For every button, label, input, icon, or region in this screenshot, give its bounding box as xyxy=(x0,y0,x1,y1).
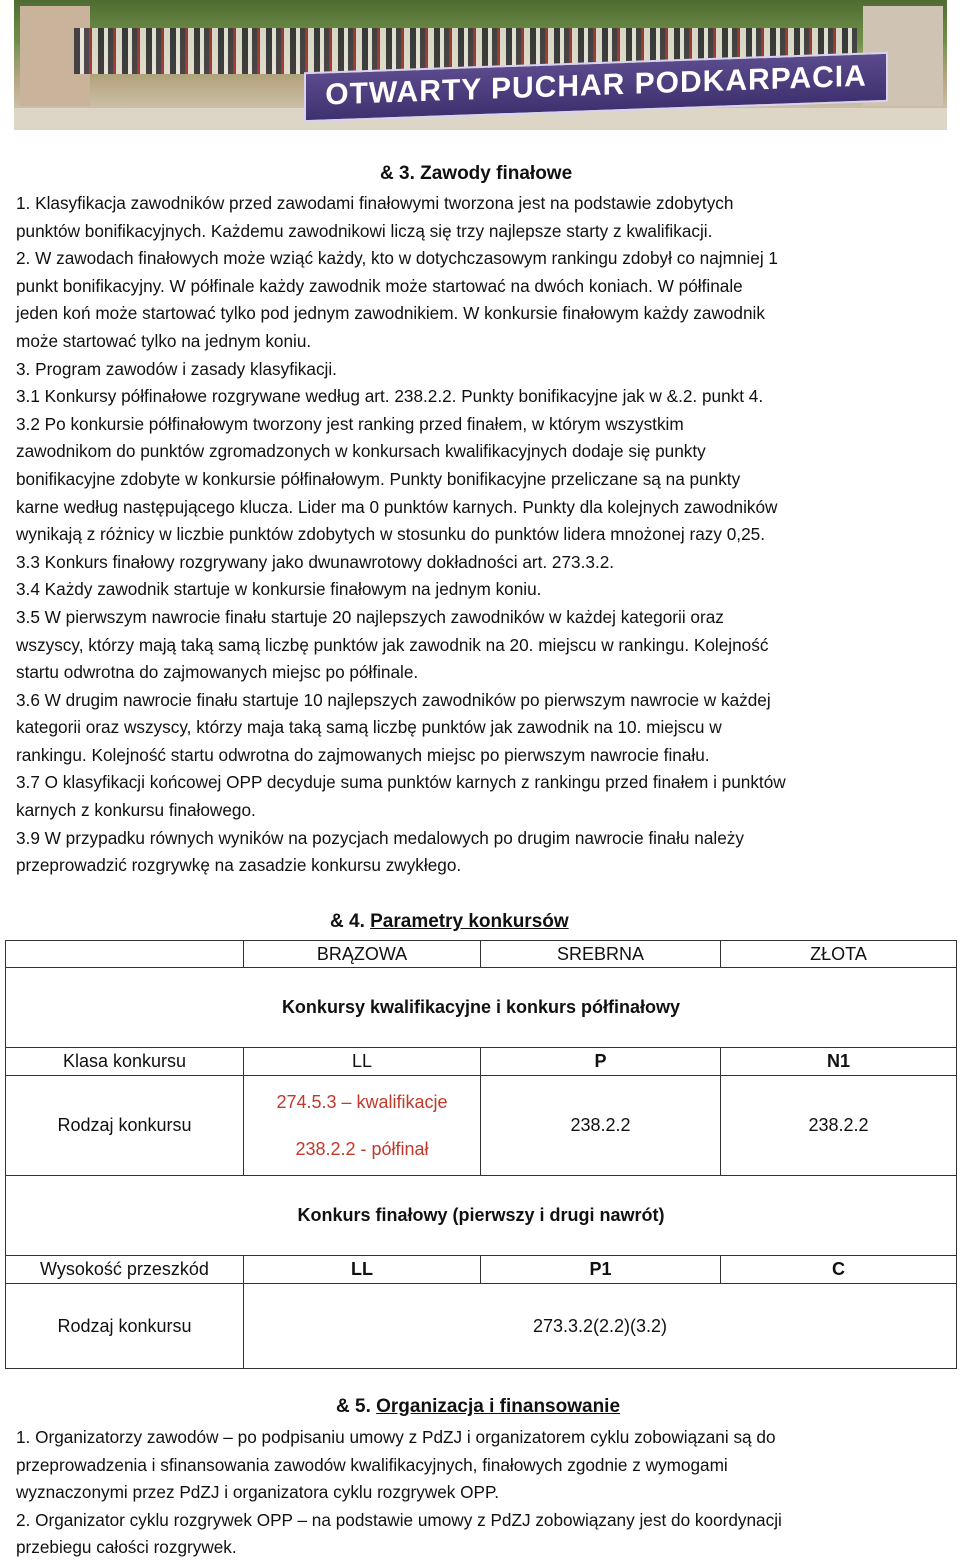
paragraph-line: 3.1 Konkursy półfinałowe rozgrywane według art. 238.2.2. Punkty bonifikacyjne jak w &.2. punkt 4. xyxy=(16,386,764,407)
cell-class-bronze: LL xyxy=(244,1048,481,1076)
cell-height-bronze: LL xyxy=(244,1256,481,1284)
paragraph-line: jeden koń może startować tylko pod jednym zawodnikiem. W konkursie finałowym każdy zawodnik xyxy=(16,303,765,324)
banner-sign-text: OTWARTY PUCHAR PODKARPACIA xyxy=(325,59,867,112)
paragraph-line: wszyscy, którzy mają taką samą liczbę punktów jak zawodnik na 20. miejscu w rankingu. Kolejność xyxy=(16,634,769,655)
paragraph-line: przeprowadzić rozgrywkę na zasadzie konkursu zwykłego. xyxy=(16,855,462,876)
section-4-title xyxy=(330,911,569,933)
row-label-type: Rodzaj konkursu xyxy=(6,1076,244,1176)
paragraph-line: rankingu. Kolejność startu odwrotna do zajmowanych miejsc po pierwszym nawrocie finału. xyxy=(16,744,710,765)
section-3-title: & 3. Zawody finałowe xyxy=(380,163,573,184)
paragraph-line: zawodnikom do punktów zgromadzonych w konkursach kwalifikacyjnych dodaje się punkty xyxy=(16,441,706,462)
paragraph-line: punkt bonifikacyjny. W półfinale każdy zawodnik może startować na dwóch koniach. W półfinale xyxy=(16,275,743,296)
section-5-title xyxy=(336,1396,620,1418)
section-5-body xyxy=(16,1424,946,1562)
header-bronze: BRĄZOWA xyxy=(244,941,481,968)
paragraph-line: karne według następującego klucza. Lider ma 0 punktów karnych. Punkty dla kolejnych zawodników xyxy=(16,496,778,517)
table-row xyxy=(6,1284,957,1369)
row-label-height: Wysokość przeszkód xyxy=(6,1256,244,1284)
paragraph-line: 3.2 Po konkursie półfinałowym tworzony jest ranking przed finałem, w którym wszystkim xyxy=(16,413,684,434)
paragraph-line: może startować tylko na jednym koniu. xyxy=(16,330,312,351)
section-4-title-main: Parametry konkursów xyxy=(370,911,569,932)
table-row xyxy=(6,1048,957,1076)
paragraph-line: 3.6 W drugim nawrocie finału startuje 10 najlepszych zawodników po pierwszym nawrocie w każdej xyxy=(16,689,771,710)
paragraph-line: 3.7 O klasyfikacji końcowej OPP decyduje suma punktów karnych z rankingu przed finałem i punktów xyxy=(16,772,786,793)
header-gold: ZŁOTA xyxy=(721,941,957,968)
cell-final-type: 273.3.2(2.2)(3.2) xyxy=(244,1284,957,1369)
table-group-row xyxy=(6,1176,957,1256)
table-row xyxy=(6,1076,957,1176)
paragraph-line: kategorii oraz wszyscy, którzy maja taką samą liczbę punktów jak zawodnik na 10. miejscu w xyxy=(16,717,722,738)
row-label-final-type: Rodzaj konkursu xyxy=(6,1284,244,1369)
cell-class-gold: N1 xyxy=(721,1048,957,1076)
header-silver: SREBRNA xyxy=(481,941,721,968)
section-4-title-prefix: & 4. xyxy=(330,911,371,932)
group-final-heading: Konkurs finałowy (pierwszy i drugi nawrót) xyxy=(6,1176,957,1256)
paragraph-line: 3.9 W przypadku równych wyników na pozycjach medalowych po drugim nawrocie finału należy xyxy=(16,827,744,848)
paragraph-line: 3.3 Konkurs finałowy rozgrywany jako dwunawrotowy dokładności art. 273.3.2. xyxy=(16,551,615,572)
paragraph-line: wynikają z różnicy w liczbie punktów zdobytych w stosunku do punktów lidera mnożonej razy 0,25. xyxy=(16,524,765,545)
table-row xyxy=(6,1256,957,1284)
paragraph-line: punktów bonifikacyjnych. Każdemu zawodnikowi liczą się trzy najlepsze starty z kwalifikacji. xyxy=(16,220,713,241)
paragraph-line: karnych z konkursu finałowego. xyxy=(16,800,256,821)
section-5-title-main: Organizacja i finansowanie xyxy=(376,1396,621,1417)
paragraph-line: przebiegu całości rozgrywek. xyxy=(16,1537,237,1558)
paragraph-line: 3.5 W pierwszym nawrocie finału startuje 20 najlepszych zawodników w każdej kategorii oraz xyxy=(16,606,724,627)
paragraph-line: startu odwrotna do zajmowanych miejsc po półfinale. xyxy=(16,662,419,683)
paragraph-line: 3. Program zawodów i zasady klasyfikacji. xyxy=(16,358,337,379)
table-group-row xyxy=(6,968,957,1048)
cell-type-bronze xyxy=(244,1076,481,1176)
parameters-table xyxy=(5,940,957,1369)
cell-height-gold: C xyxy=(721,1256,957,1284)
paragraph-line: przeprowadzenia i sfinansowania zawodów kwalifikacyjnych, finałowych zgodnie z wymogami xyxy=(16,1454,728,1475)
paragraph-line: 2. Organizator cyklu rozgrywek OPP – na podstawie umowy z PdZJ zobowiązany jest do koordynacji xyxy=(16,1509,782,1530)
paragraph-line: bonifikacyjne zdobyte w konkursie półfinałowym. Punkty bonifikacyjne przeliczane są na punkty xyxy=(16,468,741,489)
group-qualifying-heading: Konkursy kwalifikacyjne i konkurs półfinałowy xyxy=(6,968,957,1048)
type-bronze-line-2: 238.2.2 - półfinał xyxy=(295,1138,429,1159)
paragraph-line: wyznaczonymi przez PdZJ i organizatora cyklu rozgrywek OPP. xyxy=(16,1482,500,1503)
paragraph-line: 1. Organizatorzy zawodów – po podpisaniu umowy z PdZJ i organizatorem cyklu zobowiązani są do xyxy=(16,1427,776,1447)
cell-height-silver: P1 xyxy=(481,1256,721,1284)
paragraph-line: 3.4 Każdy zawodnik startuje w konkursie finałowym na jednym koniu. xyxy=(16,579,542,600)
table-corner-cell xyxy=(6,941,244,968)
section-3-body xyxy=(16,190,946,880)
table-header-row xyxy=(6,941,957,968)
section-5-title-prefix: & 5. xyxy=(336,1396,377,1417)
cell-class-silver: P xyxy=(481,1048,721,1076)
type-bronze-line-1: 274.5.3 – kwalifikacje xyxy=(276,1091,448,1112)
banner-photo xyxy=(14,0,947,130)
paragraph-line: 2. W zawodach finałowych może wziąć każdy, kto w dotychczasowym rankingu zdobył co najmniej 1 xyxy=(16,248,778,269)
row-label-class: Klasa konkursu xyxy=(6,1048,244,1076)
paragraph-line: 1. Klasyfikacja zawodników przed zawodami finałowymi tworzona jest na podstawie zdobytych xyxy=(16,193,734,213)
cell-type-gold: 238.2.2 xyxy=(721,1076,957,1176)
cell-type-silver: 238.2.2 xyxy=(481,1076,721,1176)
